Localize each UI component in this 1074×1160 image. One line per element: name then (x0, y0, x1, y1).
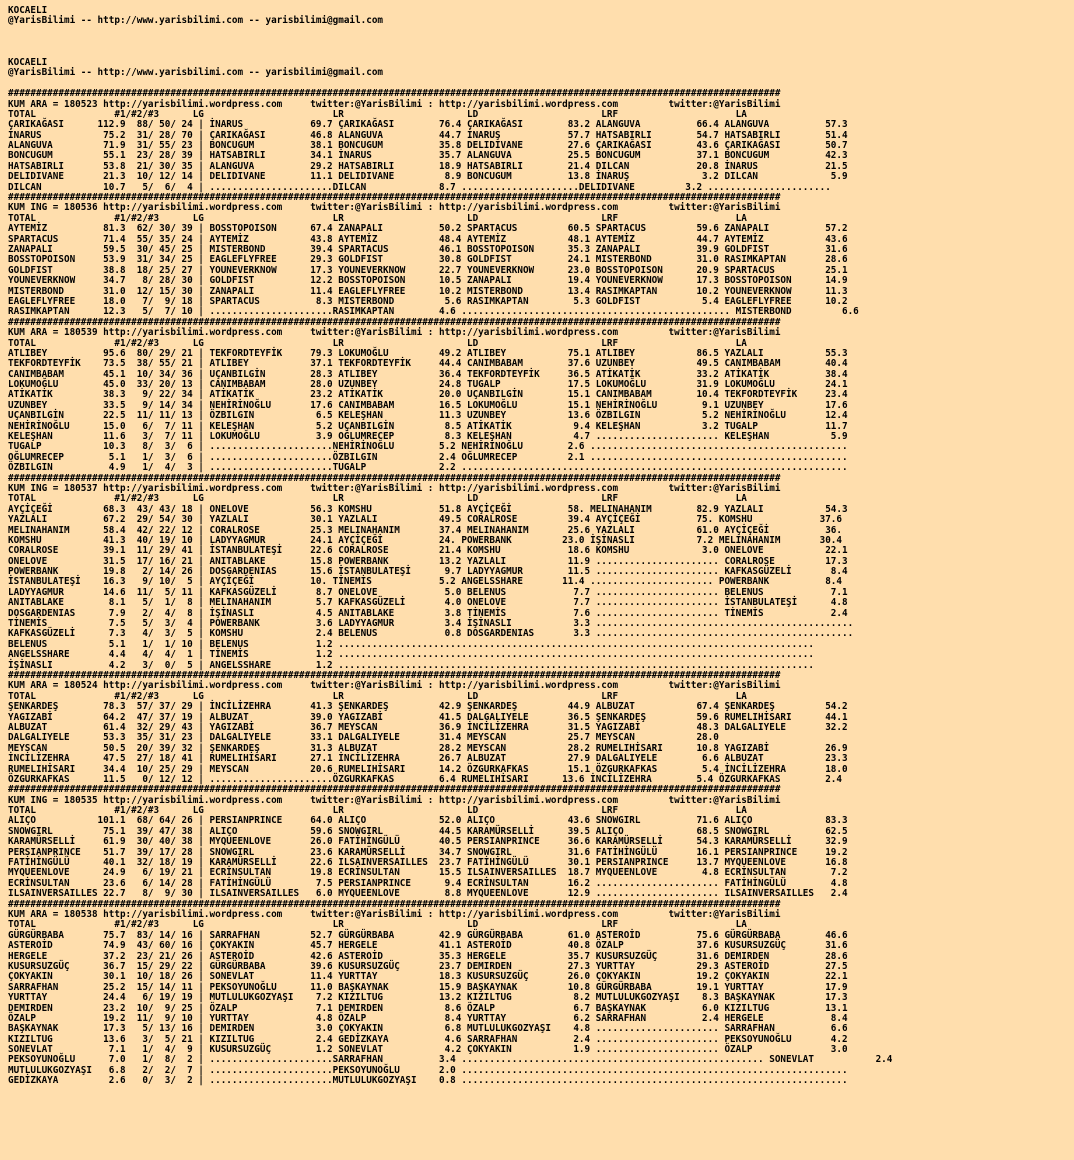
table-row: BAŞKAYNAK 17.3 5/ 13/ 16 | DEMIRDEN 3.0 ÇOKYAKIN 6.8 MUTLULUKGOZYAŞI 4.8 ...................... SARRAFHAN 6.6 (8, 1023, 848, 1035)
separator-line: ########################################################################################################################################## (8, 784, 781, 796)
table-row: ÖZGURKAFKAS 11.5 0/ 12/ 12 | ......................ÖZGURKAFKAS 6.4 RUMELIHİSARI 13.6 İNCİLİZEHRA 5.4 ÖZGURKAFKAS 2.4 (8, 773, 842, 785)
table-row: KARAMÜRSELLİ 61.9 30/ 40/ 38 | MYQUEENLOVE 26.0 FATİHİNGÜLÜ 40.5 PERSIANPRINCE 36.6 KARAMÜRSELLİ 54.3 KARAMÜRSELLİ 32.9 (8, 836, 848, 848)
table-row: ECRİNSULTAN 23.6 6/ 14/ 28 | FATİHİNGÜLÜ 7.5 PERSIANPRINCE 9.4 ECRİNSULTAN 16.2 ...................... FATİHİNGÜLÜ 4.8 (8, 877, 848, 889)
separator-line: ########################################################################################################################################## (8, 88, 781, 100)
header-city: KOCAELI (8, 5, 48, 16)
race-header: KUM ING = 180537 http://yarisbilimi.wordpress.com twitter:@YarisBilimi : http://yarisbilimi.wordpress.com twitter:@YarisBilimi (8, 482, 781, 494)
race-header: KUM ARA = 180538 http://yarisbilimi.wordpress.com twitter:@YarisBilimi : http://yarisbilimi.wordpress.com twitter:@YarisBilimi (8, 908, 781, 920)
header-contact: @YarisBilimi -- http://www.yarisbilimi.com -- yarisbilimi@gmail.com (8, 67, 384, 79)
column-header: TOTAL #1/#2/#3 LG LR LD LRF LA (8, 690, 747, 702)
table-row: KAFKASGÜZELİ 7.3 4/ 3/ 5 | KOMSHU 2.4 BELENUS 0.8 DOSGARDENIAS 3.3 .............................................. (8, 628, 854, 640)
table-row: ALBUZAT 61.4 32/ 29/ 43 | YAGIZABİ 36.7 MEYSCAN 36.9 İNCİLİZEHRA 31.5 YAGIZABİ 48.3 DALGALIYELE 32.2 (8, 721, 848, 733)
table-row: TEKFORDTEYFİK 73.5 38/ 55/ 21 | ATLIBEY 37.1 TEKFORDTEYFİK 44.4 CANIMBABAM 37.6 UZUNBEY 49.5 CANIMBABAM 40.4 (8, 358, 848, 370)
table-row: DALGALIYELE 53.3 35/ 31/ 23 | DALGALIYELE 33.1 DALGALIYELE 31.4 MEYSCAN 25.7 MEYSCAN 28.0 (8, 732, 719, 744)
table-row: ÖZBILGIN 4.9 1/ 4/ 3 | ......................TUGALP 2.2 ..................................................................... (8, 462, 848, 474)
separator-line: ########################################################################################################################################## (8, 670, 781, 681)
table-row: YOUNEVERKNOW 34.7 8/ 28/ 30 | GOLDFIST 12.2 BOSSTOPOISON 10.5 ZANAPALI 19.4 YOUNEVERKNOW 17.3 BOSSTOPOISON 14.9 (8, 275, 848, 287)
table-row: İŞİNASLI 4.2 3/ 0/ 5 | ANGELSSHARE 1.2 ..................................................................................... (8, 659, 814, 671)
table-row: YAZLALI 67.2 29/ 54/ 30 | YAZLALI 30.1 YAZLALI 49.5 CORALROSE 39.4 AYÇİÇEĞİ 75. KOMSHU 37.6 (8, 514, 842, 526)
table-row: GÜRGÜRBABA 75.7 83/ 14/ 16 | SARRAFHAN 52.7 GÜRGÜRBABA 42.9 GÜRGÜRBABA 61.0 ASTEROİD 75.6 GÜRGÜRBABA 46.6 (8, 929, 848, 941)
table-row: ÇARIKAĞASI 112.9 88/ 50/ 24 | İNARUS 69.7 ÇARIKAĞASI 76.4 ÇARIKAĞASI 83.2 ALANGUVA 66.4 ALANGUVA 57.3 (8, 119, 848, 131)
table-row: KELEŞHAN 11.6 3/ 7/ 11 | LOKUMOĞLU 3.9 OĞLUMRECEP 8.3 KELEŞHAN 4.7 ...................... KELEŞHAN 5.9 (8, 431, 848, 443)
table-row: DILCAN 10.7 5/ 6/ 4 | ......................DILCAN 8.7 .....................DELIDIVANE 3.2 ...................... (8, 181, 831, 193)
table-row: POWERBANK 19.8 2/ 14/ 26 | DOSGARDENIAS 15.6 İSTANBULATEŞİ 9.7 LADYYAGMUR 11.5 ...................... KAFKASGÜZELİ 8.4 (8, 566, 848, 578)
table-row: ATLIBEY 95.6 80/ 29/ 21 | TEKFORDTEYFİK 79.3 LOKUMOĞLU 49.2 ATLIBEY 75.1 ATLIBEY 86.5 YAZLALI 55.3 (8, 347, 848, 359)
race-header: KUM ARA = 180523 http://yarisbilimi.wordpress.com twitter:@YarisBilimi : http://yarisbilimi.wordpress.com twitter:@YarisBilimi (8, 98, 781, 110)
table-row: PEKSOYUNOĞLU 7.0 1/ 8/ 2 | ......................SARRAFHAN 3.4 ...................................................... SONEVLAT 2.4 (8, 1054, 893, 1066)
table-row: MEYSCAN 50.5 20/ 39/ 32 | ŞENKARDEŞ 31.3 ALBUZAT 28.2 MEYSCAN 28.2 RUMELIHİSARI 10.8 YAGIZABİ 26.9 (8, 742, 848, 754)
table-row: DELIDIVANE 21.3 10/ 12/ 14 | DELIDIVANE 11.1 DELIDIVANE 8.9 BONCUGUM 13.8 İNARUŞ 3.2 DILCAN 5.9 (8, 171, 848, 183)
table-row: SARRAFHAN 25.2 15/ 14/ 11 | PEKSOYUNOĞLU 11.0 BAŞKAYNAK 15.9 BAŞKAYNAK 10.8 GÜRGÜRBABA 19.1 YURTTAY 17.9 (8, 981, 848, 993)
header-contact: @YarisBilimi -- http://www.yarisbilimi.com -- yarisbilimi@gmail.com (8, 15, 384, 27)
table-row: CANIMBABAM 45.1 10/ 34/ 36 | UÇANBILGİN 28.3 ATLIBEY 36.4 TEKFORDTEYFİK 36.5 ATİKATİK 33.2 ATİKATİK 38.4 (8, 368, 848, 380)
table-row: KOMSHU 41.3 40/ 19/ 10 | LADYYAGMUR 24.1 AYÇİÇEĞİ 24. POWERBANK 23.0 İŞİNASLI 7.2 MELINAHANIM 30.4 (8, 534, 842, 546)
table-row: İNARUS 75.2 31/ 28/ 70 | ÇARIKAĞASI 46.8 ALANGUVA 44.7 İNARUŞ 57.7 HATSABIRLI 54.7 HATSABIRLI 51.4 (8, 129, 848, 141)
table-row: SPARTACUS 71.4 55/ 35/ 24 | AYTEMİZ 43.8 AYTEMİZ 48.4 AYTEMİZ 48.1 AYTEMİZ 44.7 AYTEMİZ 43.6 (8, 233, 848, 245)
table-row: BELENUS 5.1 1/ 1/ 10 | BELENUS 1.2 ..................................................................................... (8, 638, 814, 650)
table-row: DEMIRDEN 23.2 10/ 9/ 25 | ÖZALP 7.1 DEMIRDEN 8.6 ÖZALP 6.7 BAŞKAYNAK 6.0 KIZILTUG 13.1 (8, 1002, 848, 1014)
table-row: İSTANBULATEŞİ 16.3 9/ 10/ 5 | AYÇİÇEĞİ 10. TİNEMİS 5.2 ANGELSSHARE 11.4 ...................... POWERBANK 8.4 (8, 576, 842, 588)
blank-line (8, 37, 892, 47)
table-row: LOKUMOĞLU 45.0 33/ 20/ 13 | CANIMBABAM 28.0 UZUNBEY 24.8 TUGALP 17.5 LOKUMOĞLU 31.9 LOKUMOĞLU 24.1 (8, 379, 848, 391)
separator-line: ########################################################################################################################################## (8, 192, 781, 204)
table-row: MYQUEENLOVE 24.9 6/ 19/ 21 | ECRİNSULTAN 19.8 ECRİNSULTAN 15.5 ILSAINVERSAILLES 18.7 MYQUEENLOVE 4.8 ECRİNSULTAN 7.2 (8, 867, 848, 879)
table-row: RASIMKAPTAN 12.3 5/ 7/ 10 | ......................RASIMKAPTAN 4.6 ................................................ MISTERBOND 6.6 (8, 306, 859, 318)
table-row: GOLDFIST 38.8 18/ 25/ 27 | YOUNEVERKNOW 17.3 YOUNEVERKNOW 22.7 YOUNEVERKNOW 23.0 BOSSTOPOISON 20.9 SPARTACUS 25.1 (8, 264, 848, 276)
table-row: ALIÇO 101.1 68/ 64/ 26 | PERSIANPRINCE 64.0 ALIÇO 52.0 ALIÇO 43.6 SNOWGIRL 71.6 ALIÇO 83.3 (8, 815, 848, 827)
table-row: KIZILTUG 13.6 3/ 5/ 21 | KIZILTUG 2.4 GEDİZKAYA 4.6 SARRAFHAN 2.4 ...................... PEKSOYUNOĞLU 4.2 (8, 1033, 848, 1045)
table-row: MELINAHANIM 58.4 42/ 22/ 12 | CORALROSE 25.3 MELINAHANIM 37.4 MELINAHANIM 25.6 YAZLALI 61.0 AYÇİÇEĞİ 36. (8, 524, 842, 536)
race-header: KUM ARA = 180524 http://yarisbilimi.wordpress.com twitter:@YarisBilimi : http://yarisbilimi.wordpress.com twitter:@YarisBilimi (8, 680, 781, 692)
results-document (8, 6, 892, 1087)
race-header: KUM ARA = 180539 http://yarisbilimi.wordpress.com twitter:@YarisBilimi : http://yarisbilimi.wordpress.com twitter:@YarisBilimi (8, 327, 781, 339)
table-row: ILSAINVERSAILLES 22.7 8/ 9/ 30 | ILSAINVERSAILLES 6.0 MYQUEENLOVE 8.8 MYQUEENLOVE 12.9 ...................... ILSAINVERSAILLES 2.4 (8, 888, 848, 900)
table-row: ZANAPALI 59.5 30/ 45/ 25 | MISTERBOND 39.4 SPARTACUS 46.1 BOSSTOPOISON 35.3 ZANAPALI 39.9 GOLDFIST 31.6 (8, 243, 848, 255)
table-row: ATİKATİK 38.3 9/ 22/ 34 | ATİKATİK 23.2 ATİKATİK 20.0 UÇANBILGİN 15.1 CANIMBABAM 10.4 TEKFORDTEYFİK 23.4 (8, 389, 848, 401)
header-city: KOCAELI (8, 56, 48, 68)
table-row: UZUNBEY 33.5 9/ 14/ 34 | NEHİRİNOĞLU 17.6 CANIMBABAM 16.5 LOKUMOĞLU 15.1 NEHİRİNOĞLU 9.1 UZUNBEY 17.6 (8, 399, 848, 411)
table-row: SNOWGIRL 75.1 39/ 47/ 38 | ALIÇO 59.6 SNOWGIRL 44.5 KARAMÜRSELLİ 39.5 ALIÇO 68.5 SNOWGIRL 62.5 (8, 825, 848, 837)
table-row: AYÇİÇEĞİ 68.3 43/ 43/ 18 | ONELOVE 56.3 KOMSHU 51.8 AYÇİÇEĞİ 58. MELINAHANIM 82.9 YAZLALI 54.3 (8, 503, 848, 515)
table-row: BOSSTOPOISON 53.9 31/ 34/ 25 | EAGLEFLYFREE 29.3 GOLDFIST 30.8 GOLDFIST 24.1 MISTERBOND 31.0 RASIMKAPTAN 28.6 (8, 254, 848, 266)
table-row: LADYYAGMUR 14.6 11/ 5/ 11 | KAFKASGÜZELİ 8.7 ONELOVE 5.0 BELENUS 7.7 ...................... BELENUS 7.1 (8, 586, 848, 598)
separator-line: ########################################################################################################################################## (8, 898, 781, 910)
table-row: TİNEMİS 7.5 5/ 3/ 4 | POWERBANK 3.6 LADYYAGMUR 3.4 İŞİNASLI 3.3 .............................................. (8, 618, 854, 630)
column-header: TOTAL #1/#2/#3 LG LR LD LRF LA (8, 805, 747, 817)
race-tables (8, 89, 892, 1087)
table-row: HERGELE 37.2 23/ 21/ 26 | ASTEROİD 42.6 ASTEROİD 35.3 HERGELE 35.7 KUSURSUZGÜÇ 31.6 DEMIRDEN 28.6 (8, 950, 848, 962)
table-row: FATİHİNGÜLÜ 40.1 32/ 18/ 19 | KARAMÜRSELLİ 22.6 ILSAINVERSAILLES 23.7 FATİHİNGÜLÜ 30.1 PERSIANPRINCE 13.7 MYQUEENLOVE 16.8 (8, 857, 848, 869)
table-row: OĞLUMRECEP 5.1 1/ 3/ 6 | ......................ÖZBILGIN 2.4 OĞLUMRECEP 2.1 .............................................. (8, 451, 848, 463)
table-row: NEHİRİNOĞLU 15.0 6/ 7/ 11 | KELEŞHAN 5.2 UÇANBILGİN 8.5 ATİKATİK 9.4 KELEŞHAN 3.2 TUGALP 11.7 (8, 420, 848, 432)
table-row: ÖZALP 19.2 11/ 9/ 10 | YURTTAY 4.8 ÖZALP 8.4 YURTTAY 6.2 SARRAFHAN 2.4 HERGELE 8.4 (8, 1012, 848, 1024)
column-header: TOTAL #1/#2/#3 LG LR LD LRF LA (8, 337, 747, 349)
table-row: MISTERBOND 31.0 12/ 15/ 30 | ZANAPALI 11.4 EAGLEFLYFREE 10.2 MISTERBOND 13.4 RASIMKAPTAN 10.2 YOUNEVERKNOW 11.3 (8, 285, 848, 297)
table-row: GEDİZKAYA 2.6 0/ 3/ 2 | ......................MUTLULUKGOZYAŞI 0.8 ..................................................................... (8, 1075, 848, 1087)
table-row: ALANGUVA 71.9 31/ 55/ 23 | BONCUGUM 38.1 BONCUGUM 35.8 DELIDIVANE 27.6 ÇARIKAĞASI 43.6 ÇARIKAĞASI 50.7 (8, 140, 848, 152)
separator-line: ########################################################################################################################################## (8, 472, 781, 484)
column-header: TOTAL #1/#2/#3 LG LR LD LRF LA (8, 493, 747, 505)
table-row: YURTTAY 24.4 6/ 19/ 19 | MUTLULUKGOZYAŞI 7.2 KIZILTUG 13.2 KIZILTUG 8.2 MUTLULUKGOZYAŞI 8.3 BAŞKAYNAK 17.3 (8, 992, 848, 1004)
table-row: HATSABIRLI 53.8 21/ 30/ 35 | ALANGUVA 29.2 HATSABIRLI 18.9 HATSABIRLI 21.4 DILCAN 20.8 İNARUS 21.5 (8, 160, 848, 172)
table-row: ASTEROİD 74.9 43/ 60/ 16 | ÇOKYAKIN 45.7 HERGELE 41.1 ASTEROİD 40.8 ÖZALP 37.6 KUSURSUZGÜÇ 31.6 (8, 940, 848, 952)
table-row: CORALROSE 39.1 11/ 29/ 41 | İSTANBULATEŞİ 22.6 CORALROSE 21.4 KOMSHU 18.6 KOMSHU 3.0 ONELOVE 22.1 (8, 545, 848, 557)
separator-line: ########################################################################################################################################## (8, 316, 781, 328)
table-row: ANGELSSHARE 4.4 4/ 4/ 1 | TİNEMİS 1.2 ..................................................................................... (8, 649, 814, 661)
table-row: RUMELIHİSARI 34.4 10/ 25/ 29 | MEYSCAN 20.6 RUMELIHİSARI 14.2 ÖZGURKAFKAS 15.1 ÖZGURKAFKAS 5.4 İNCİLİZEHRA 18.0 (8, 763, 848, 775)
table-row: ANITABLAKE 8.1 5/ 1/ 8 | MELINAHANIM 5.7 KAFKASGÜZELİ 4.0 ONELOVE 7.7 ...................... İSTANBULATEŞİ 4.8 (8, 597, 848, 609)
table-row: YAGIZABİ 64.2 47/ 37/ 19 | ALBUZAT 39.0 YAGIZABİ 41.5 DALGALIYELE 36.5 ŞENKARDEŞ 59.6 RUMELIHİSARI 44.1 (8, 711, 848, 723)
table-row: ÇOKYAKIN 30.1 10/ 18/ 26 | SONEVLAT 11.4 YURTTAY 18.3 KUSURSUZGÜÇ 26.0 ÇOKYAKIN 19.2 ÇOKYAKIN 22.1 (8, 971, 848, 983)
race-header: KUM ING = 180536 http://yarisbilimi.wordpress.com twitter:@YarisBilimi : http://yarisbilimi.wordpress.com twitter:@YarisBilimi (8, 202, 781, 214)
blank-line (8, 27, 892, 37)
table-row: KUSURSUZGÜÇ 36.7 15/ 29/ 22 | GÜRGÜRBABA 39.6 KUSURSUZGÜÇ 23.7 DEMIRDEN 27.3 YURTTAY 29.3 ASTEROİD 27.5 (8, 960, 848, 972)
table-row: AYTEMİZ 81.3 62/ 30/ 39 | BOSSTOPOISON 67.4 ZANAPALI 50.2 SPARTACUS 60.5 SPARTACUS 59.6 ZANAPALI 57.2 (8, 223, 848, 235)
table-row: BONCUGUM 55.1 23/ 28/ 39 | HATSABIRLI 34.1 İNARUS 35.7 ALANGUVA 25.5 BONCUGUM 37.1 BONCUGUM 42.3 (8, 150, 848, 162)
table-row: UÇANBILGİN 22.5 11/ 11/ 13 | ÖZBILGIN 6.5 KELEŞHAN 11.3 UZUNBEY 13.6 ÖZBILGIN 5.2 NEHİRİNOĞLU 12.4 (8, 410, 848, 422)
column-header: TOTAL #1/#2/#3 LG LR LD LRF LA (8, 212, 747, 224)
table-row: ONELOVE 31.5 17/ 16/ 21 | ANITABLAKE 15.8 POWERBANK 13.2 YAZLALI 11.9 ...................... CORALROSE 17.3 (8, 555, 848, 567)
table-row: ŞENKARDEŞ 78.3 57/ 37/ 29 | İNCİLİZEHRA 41.3 ŞENKARDEŞ 42.9 ŞENKARDEŞ 44.9 ALBUZAT 67.4 ŞENKARDEŞ 54.2 (8, 701, 848, 713)
race-header: KUM ING = 180535 http://yarisbilimi.wordpress.com twitter:@YarisBilimi : http://yarisbilimi.wordpress.com twitter:@YarisBilimi (8, 794, 781, 806)
table-row: SONEVLAT 7.1 1/ 4/ 9 | KUSURSUZGÜÇ 1.2 SONEVLAT 4.2 ÇOKYAKIN 1.9 ...................... ÖZALP 3.0 (8, 1044, 848, 1056)
column-header: TOTAL #1/#2/#3 LG LR LD LRF LA (8, 108, 747, 120)
blank-line (8, 48, 892, 58)
table-row: EAGLEFLYFREE 18.0 7/ 9/ 18 | SPARTACUS 8.3 MISTERBOND 5.6 RASIMKAPTAN 5.3 GOLDFIST 5.4 EAGLEFLYFREE 10.2 (8, 295, 848, 307)
table-row: MUTLULUKGOZYAŞI 6.8 2/ 2/ 7 | ......................PEKSOYUNOĞLU 2.0 ..................................................................... (8, 1064, 848, 1076)
column-header: TOTAL #1/#2/#3 LG LR LD LRF LA (8, 919, 747, 931)
table-row: DOSGARDENIAS 7.9 2/ 4/ 8 | İŞİNASLI 4.5 ANITABLAKE 3.8 TİNEMİS 7.6 ...................... TİNEMİS 2.4 (8, 607, 848, 619)
table-row: İNCİLİZEHRA 47.5 27/ 18/ 41 | RUMELIHİSARI 27.1 İNCİLİZEHRA 26.7 ALBUZAT 27.9 DALGALIYELE 6.6 ALBUZAT 23.3 (8, 753, 848, 765)
table-row: TUGALP 10.3 8/ 3/ 6 | ......................NEHİRİNOĞLU 5.2 NEHİRİNOĞLU 2.6 .............................................. (8, 441, 848, 453)
table-row: PERSIANPRINCE 51.7 39/ 17/ 28 | SNOWGIRL 23.6 KARAMÜRSELLİ 34.7 SNOWGIRL 31.6 FATİHİNGÜLÜ 16.1 PERSIANPRINCE 19.2 (8, 846, 848, 858)
